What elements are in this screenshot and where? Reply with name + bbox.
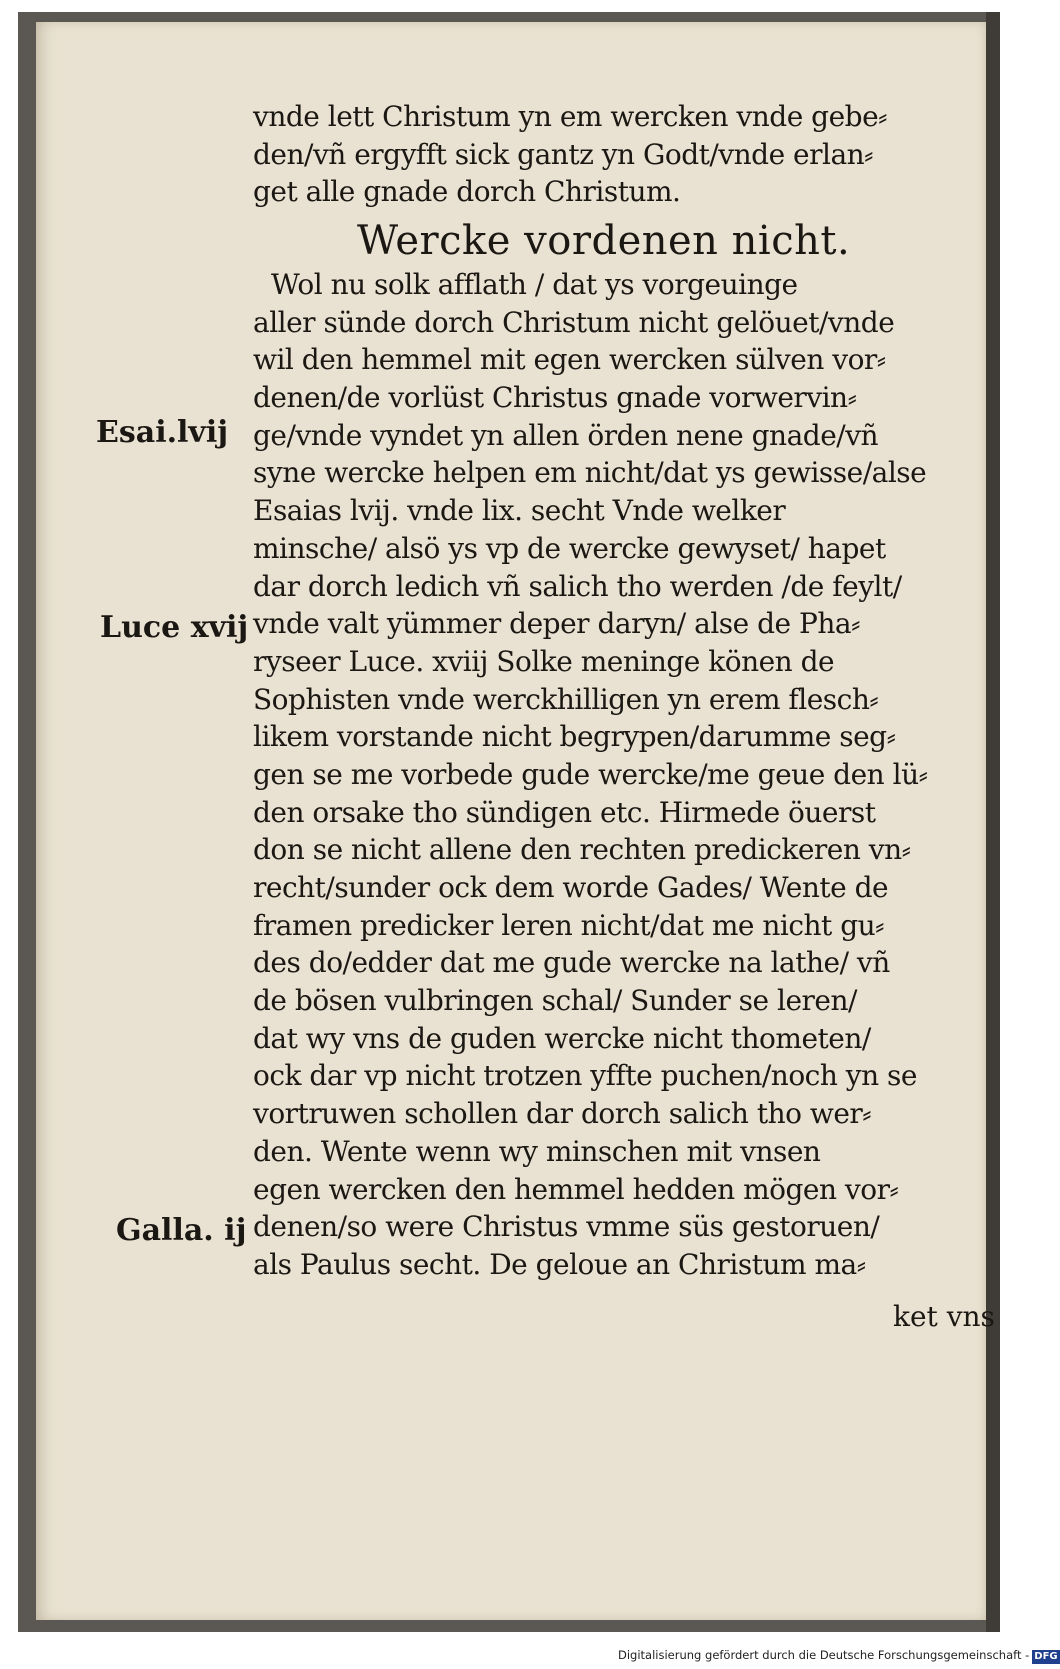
text-line: dat wy vns de guden wercke nicht thometen/ <box>253 1021 871 1055</box>
text-line: dar dorch ledich vñ salich tho werden /de feylt/ <box>253 569 902 603</box>
footer-credit <box>618 1648 1060 1664</box>
text-line: denen/de vorlüst Christus gnade vorwervin⸗ <box>253 381 857 415</box>
section-heading: Wercke vordenen nicht. <box>357 218 851 264</box>
text-line: Sophisten vnde werckhilligen yn erem flesch⸗ <box>253 682 879 716</box>
text-line: den/vñ ergyfft sick gantz yn Godt/vnde erlan⸗ <box>253 137 874 171</box>
text-line: den. Wente wenn wy minschen mit vnsen <box>253 1134 821 1168</box>
text-line: vnde lett Christum yn em wercken vnde gebe⸗ <box>253 100 887 133</box>
text-line: ge/vnde vyndet yn allen örden nene gnade/vñ <box>253 418 879 452</box>
text-line: als Paulus secht. De geloue an Christum ma⸗ <box>253 1247 866 1281</box>
text-line: minsche/ alsö ys vp de wercke gewyset/ hapet <box>253 531 886 565</box>
text-line: ock dar vp nicht trotzen yffte puchen/noch yn se <box>253 1059 917 1093</box>
text-line: get alle gnade dorch Christum. <box>253 175 681 209</box>
text-line: don se nicht allene den rechten predickeren vn⸗ <box>253 833 911 867</box>
text-line: Esaias lvij. vnde lix. secht Vnde welker <box>253 494 786 528</box>
margin-note-luce: Luce xvij <box>100 610 249 645</box>
footer-credit-text: Digitalisierung gefördert durch die Deutsche Forschungsgemeinschaft - <box>618 1648 1030 1662</box>
text-line: recht/sunder ock dem worde Gades/ Wente de <box>253 871 889 904</box>
text-line: likem vorstande nicht begrypen/darumme seg⸗ <box>253 720 896 754</box>
dfg-logo: DFG <box>1034 1651 1058 1662</box>
text-line: vnde valt yümmer deper daryn/ alse de Pha⸗ <box>253 607 860 641</box>
text-line: des do/edder dat me gude wercke na lathe/ vñ <box>253 946 890 980</box>
text-line: ryseer Luce. xviij Solke meninge könen de <box>253 644 835 678</box>
catchword: ket vns <box>893 1300 995 1333</box>
text-line: egen wercken den hemmel hedden mögen vor⸗ <box>253 1172 899 1206</box>
text-line: Wol nu solk afflath / dat ys vorgeuinge <box>271 268 798 301</box>
text-line: gen se me vorbede gude wercke/me geue den lü⸗ <box>253 757 928 791</box>
text-line: vortruwen schollen dar dorch salich tho wer⸗ <box>253 1097 872 1131</box>
text-line: wil den hemmel mit egen wercken sülven vor⸗ <box>253 343 886 377</box>
margin-note-esai: Esai.lvij <box>96 415 229 450</box>
text-line: den orsake tho sündigen etc. Hirmede öuerst <box>253 795 876 829</box>
text-line: syne wercke helpen em nicht/dat ys gewisse/alse <box>253 456 927 490</box>
text-block-body <box>253 266 998 1284</box>
text-line: framen predicker leren nicht/dat me nicht gu⸗ <box>253 908 884 942</box>
text-line: aller sünde dorch Christum nicht gelöuet/vnde <box>253 305 895 339</box>
text-line: denen/so were Christus vmme süs gestoruen/ <box>253 1210 880 1244</box>
text-line: de bösen vulbringen schal/ Sunder se leren/ <box>253 984 857 1018</box>
margin-note-galla: Galla. ij <box>116 1213 247 1248</box>
text-block-top <box>253 98 998 211</box>
